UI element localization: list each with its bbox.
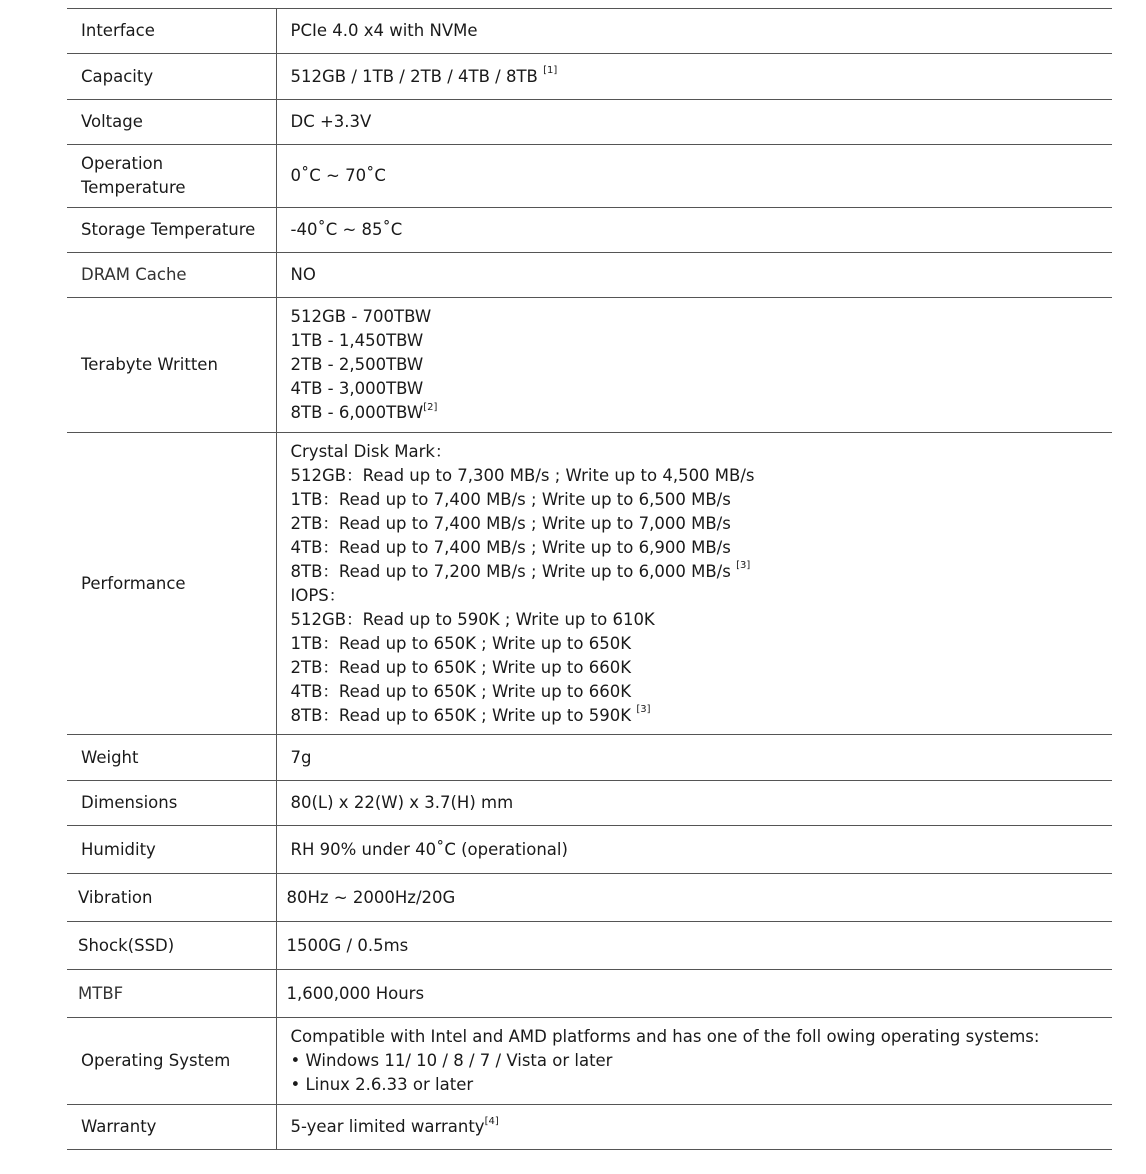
spec-value — [276, 298, 1112, 433]
spec-label: Performance — [67, 433, 276, 735]
perf-line: 1TB：Read up to 7,400 MB/s ; Write up to 6,500 MB/s — [290, 489, 731, 509]
tbw-line — [291, 401, 1113, 425]
footnote-ref: [1] — [543, 65, 558, 76]
perf-line: 2TB：Read up to 7,400 MB/s ; Write up to 7,000 MB/s — [290, 513, 731, 533]
perf-line — [291, 560, 1113, 584]
spec-label: DRAM Cache — [67, 253, 276, 298]
spec-value — [276, 1018, 1112, 1105]
spec-label: Weight — [67, 735, 276, 781]
spec-label: Operating System — [67, 1018, 276, 1105]
tbw-line: 512GB - 700TBW — [290, 307, 432, 326]
tbw-line: 2TB - 2,500TBW — [290, 355, 424, 374]
spec-value: DC +3.3V — [290, 112, 372, 131]
spec-value: 1500G / 0.5ms — [286, 935, 409, 955]
spec-label: Terabyte Written — [67, 298, 276, 433]
perf-header: IOPS： — [290, 585, 346, 605]
spec-value-text: 5-year limited warranty — [290, 1117, 485, 1136]
spec-value — [276, 433, 1112, 735]
spec-value: 0˚C ~ 70˚C — [290, 166, 386, 185]
spec-row-operation-temperature — [67, 145, 1112, 208]
spec-label — [67, 145, 276, 208]
spec-row-humidity — [67, 826, 1112, 874]
spec-row-mtbf — [67, 970, 1112, 1018]
spec-label: Vibration — [67, 874, 276, 922]
spec-row-warranty — [67, 1105, 1112, 1150]
perf-line: 512GB：Read up to 7,300 MB/s ; Write up to 4,500 MB/s — [290, 465, 755, 485]
spec-row-performance — [67, 433, 1112, 735]
os-line: • Windows 11/ 10 / 8 / 7 / Vista or later — [290, 1051, 613, 1070]
spec-label: Capacity — [67, 54, 276, 100]
footnote-ref: [3] — [636, 704, 651, 715]
spec-value: 1,600,000 Hours — [286, 983, 425, 1003]
spec-label: Interface — [67, 9, 276, 54]
perf-header: Crystal Disk Mark： — [290, 441, 452, 461]
spec-row-shock — [67, 922, 1112, 970]
spec-row-dram-cache — [67, 253, 1112, 298]
spec-row-terabyte-written — [67, 298, 1112, 433]
spec-value: 80Hz ~ 2000Hz/20G — [286, 887, 456, 907]
spec-value: -40˚C ~ 85˚C — [290, 220, 403, 239]
spec-row-vibration — [67, 874, 1112, 922]
spec-label: Storage Temperature — [67, 208, 276, 253]
spec-row-capacity — [67, 54, 1112, 100]
perf-line: 4TB：Read up to 7,400 MB/s ; Write up to 6,900 MB/s — [290, 537, 731, 557]
perf-line: 4TB：Read up to 650K ; Write up to 660K — [290, 681, 632, 701]
spec-row-operating-system — [67, 1018, 1112, 1105]
spec-row-weight — [67, 735, 1112, 781]
perf-line-text: 8TB：Read up to 650K ; Write up to 590K — [290, 705, 637, 725]
os-line: • Linux 2.6.33 or later — [290, 1075, 474, 1094]
spec-label: Warranty — [67, 1105, 276, 1150]
spec-row-interface — [67, 9, 1112, 54]
footnote-ref: [2] — [423, 401, 438, 413]
spec-value: 7g — [290, 747, 312, 767]
spec-label: Voltage — [67, 100, 276, 145]
spec-label: Dimensions — [67, 781, 276, 826]
spec-label: MTBF — [67, 970, 276, 1018]
perf-line-text: 8TB：Read up to 7,200 MB/s ; Write up to 6,000 MB/s — [290, 561, 737, 581]
tbw-line: 1TB - 1,450TBW — [290, 331, 424, 350]
perf-line: 1TB：Read up to 650K ; Write up to 650K — [290, 633, 632, 653]
spec-label: Shock(SSD) — [67, 922, 276, 970]
spec-value: PCIe 4.0 x4 with NVMe — [290, 21, 478, 40]
footnote-ref: [4] — [484, 1115, 499, 1127]
spec-value: NO — [290, 265, 316, 284]
perf-line: 512GB：Read up to 590K ; Write up to 610K — [290, 609, 655, 629]
footnote-ref: [3] — [736, 560, 751, 571]
spec-row-storage-temperature — [67, 208, 1112, 253]
tbw-line: 4TB - 3,000TBW — [290, 379, 424, 398]
spec-table — [67, 8, 1112, 1150]
spec-label-line: Operation — [81, 154, 164, 173]
spec-row-dimensions — [67, 781, 1112, 826]
perf-line — [291, 704, 1113, 728]
os-line: Compatible with Intel and AMD platforms and has one of the foll owing operating systems: — [290, 1027, 1040, 1046]
spec-value: RH 90% under 40˚C (operational) — [290, 839, 568, 859]
spec-label: Humidity — [67, 826, 276, 874]
spec-row-voltage — [67, 100, 1112, 145]
spec-value — [276, 1105, 1112, 1150]
spec-value: 80(L) x 22(W) x 3.7(H) mm — [290, 793, 514, 812]
spec-value-text: 512GB / 1TB / 2TB / 4TB / 8TB — [290, 66, 544, 86]
spec-label-line: Temperature — [81, 178, 186, 197]
perf-line: 2TB：Read up to 650K ; Write up to 660K — [290, 657, 632, 677]
spec-value — [276, 54, 1112, 100]
tbw-line-text: 8TB - 6,000TBW — [290, 403, 424, 422]
